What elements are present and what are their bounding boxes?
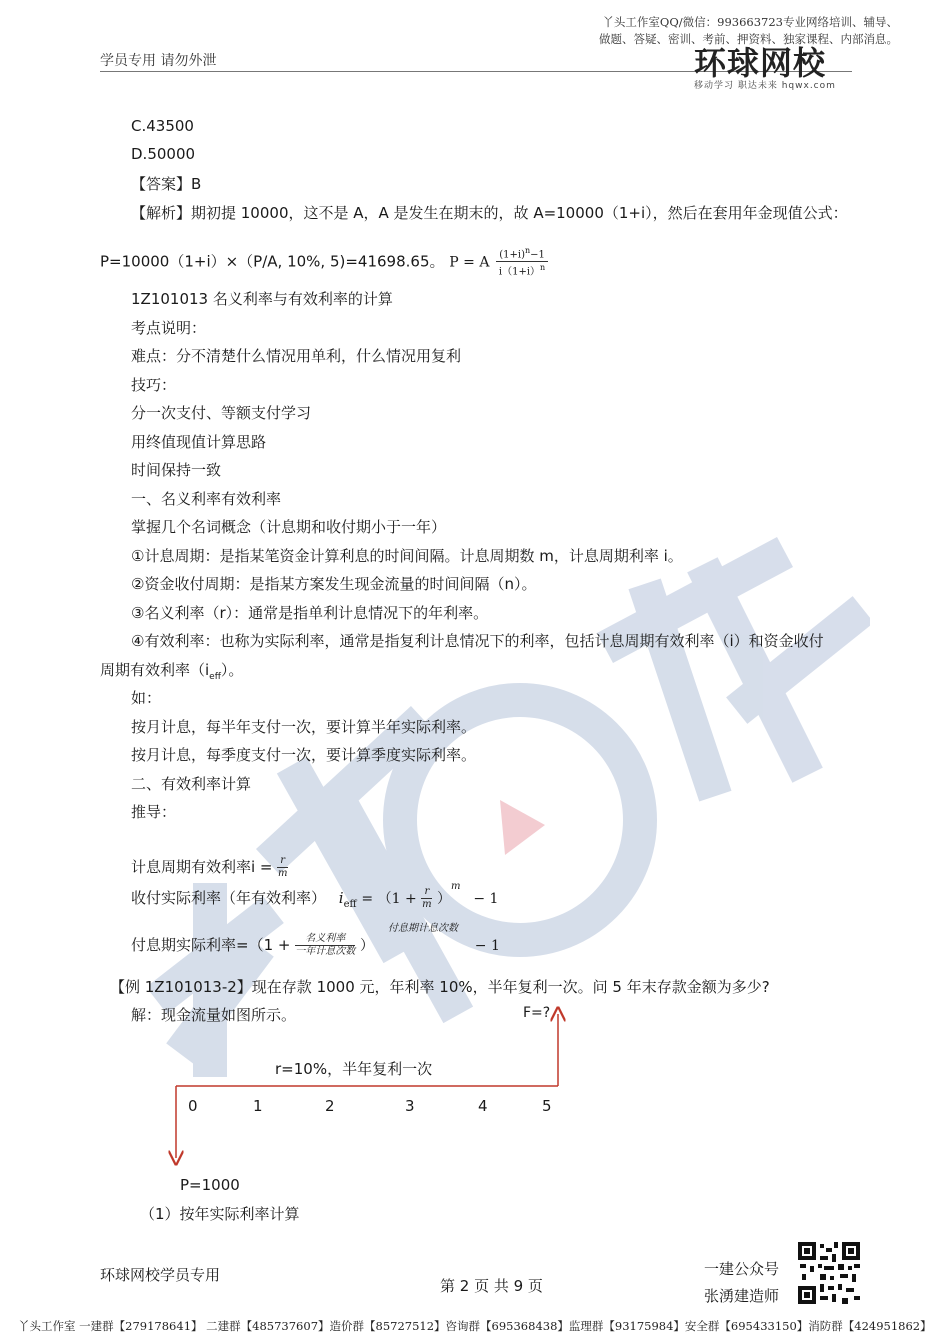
answer: 【答案】B <box>131 175 202 193</box>
line-16: 二、有效利率计算 <box>131 775 252 793</box>
line-8: 掌握几个名词概念（计息期和收付期小于一年） <box>131 518 447 536</box>
header-left-label: 学员专用 请勿外泄 <box>100 53 217 69</box>
formula-3: 付息期实际利率=（1 + $\frac{\text{名义利率}}{\text{一年计息次数}}$ ） − 1 <box>131 933 500 957</box>
step-1: （1）按年实际利率计算 <box>140 1205 300 1223</box>
line-5: 用终值现值计算思路 <box>131 433 267 451</box>
tick-5: 5 <box>542 1097 552 1115</box>
wechat-line-1: 一建公众号 <box>704 1260 780 1278</box>
line-12b: 周期有效利率$(i_{eff})$。 <box>100 661 244 682</box>
line-2: 难点：分不清楚什么情况用单利，什么情况用复利 <box>131 347 462 365</box>
line-6: 时间保持一致 <box>131 461 222 479</box>
line-10: ②资金收付周期：是指某方案发生现金流量的时间间隔（n）。 <box>131 575 537 593</box>
f-label: F=? <box>523 1005 551 1021</box>
formula-pa-prefix: P = A <box>449 254 490 271</box>
tick-4: 4 <box>478 1097 488 1115</box>
rate-label: r=10%，半年复利一次 <box>275 1060 433 1078</box>
formula-3-exponent: 付息期计息次数 <box>388 923 458 934</box>
line-1: 考点说明： <box>131 319 207 337</box>
wechat-line-2: 张湧建造师 <box>704 1287 780 1305</box>
brand-logo: 环球网校 <box>694 44 827 82</box>
line-7: 一、名义利率有效利率 <box>131 490 282 508</box>
line-11: ③名义利率（r）：通常是指单利计息情况下的年利率。 <box>131 604 489 622</box>
line-9: ①计息周期：是指某笔资金计算利息的时间间隔。计息周期数 m，计息周期利率 i。 <box>131 547 683 565</box>
line-12a: ④有效利率：也称为实际利率，通常是指复利计息情况下的利率，包括计息周期有效利率（i）和资金收付 <box>131 632 824 650</box>
example-title: 【例 1Z101013-2】现在存款 1000 元，年利率 10%，半年复利一次。问 5 年末存款金额为多少? <box>110 978 770 996</box>
line-17: 推导： <box>131 803 177 821</box>
line-15: 按月计息，每季度支付一次，要计算季度实际利率。 <box>131 746 477 764</box>
qr-code <box>796 1240 862 1306</box>
solution: 解：现金流量如图所示。 <box>131 1006 297 1024</box>
formula-2: 收付实际利率（年有效利率） $i_{eff} = (1$ + $\frac{r}{m}$ ）$^m$ − 1 <box>131 881 499 910</box>
footer-groups: 丫头工作室 一建群【279178641】 二建群【485737607】造价群【85727512】咨询群【695368438】监理群【93175984】安全群【695433150】消防群【424951862】 <box>18 1319 932 1333</box>
line-4: 分一次支付、等额支付学习 <box>131 404 312 422</box>
section-code: 1Z101013 名义利率与有效利率的计算 <box>131 290 393 308</box>
tick-3: 3 <box>405 1097 415 1115</box>
line-13: 如： <box>131 689 162 707</box>
brand-slogan: 移动学习 职达未来 hqwx.com <box>694 81 836 91</box>
line-3: 技巧： <box>131 376 177 394</box>
footer-left: 环球网校学员专用 <box>100 1266 221 1284</box>
contact-line-2: 做题、答疑、密训、考前、押资料、独家课程、内部消息。 <box>599 32 898 46</box>
formula-p <box>100 245 548 279</box>
formula-p-text: P=10000（1+i）×（P/A, 10%, 5)=41698.65。 <box>100 252 445 271</box>
tick-0: 0 <box>188 1097 198 1115</box>
tick-1: 1 <box>253 1097 263 1115</box>
p-label: P=1000 <box>180 1176 240 1194</box>
page-number: 第 2 页 共 9 页 <box>440 1277 543 1295</box>
cash-flow-diagram <box>160 1000 590 1170</box>
formula-1: 计息周期有效利率i = $\frac{r}{m}$ <box>131 855 288 879</box>
analysis: 【解析】期初提 10000，这不是 A，A 是发生在期末的，故 A=10000（1+i），然后在套用年金现值公式： <box>131 204 848 222</box>
line-14: 按月计息，每半年支付一次，要计算半年实际利率。 <box>131 718 477 736</box>
formula-pa-fraction: $\frac{(1+i)^n-1}{i(1+i)^n}$ <box>496 245 548 279</box>
tick-2: 2 <box>325 1097 335 1115</box>
contact-line-1: 丫头工作室QQ/微信：993663723专业网络培训、辅导、 <box>602 15 898 29</box>
option-d: D.50000 <box>131 145 196 163</box>
option-c: C.43500 <box>131 117 194 135</box>
